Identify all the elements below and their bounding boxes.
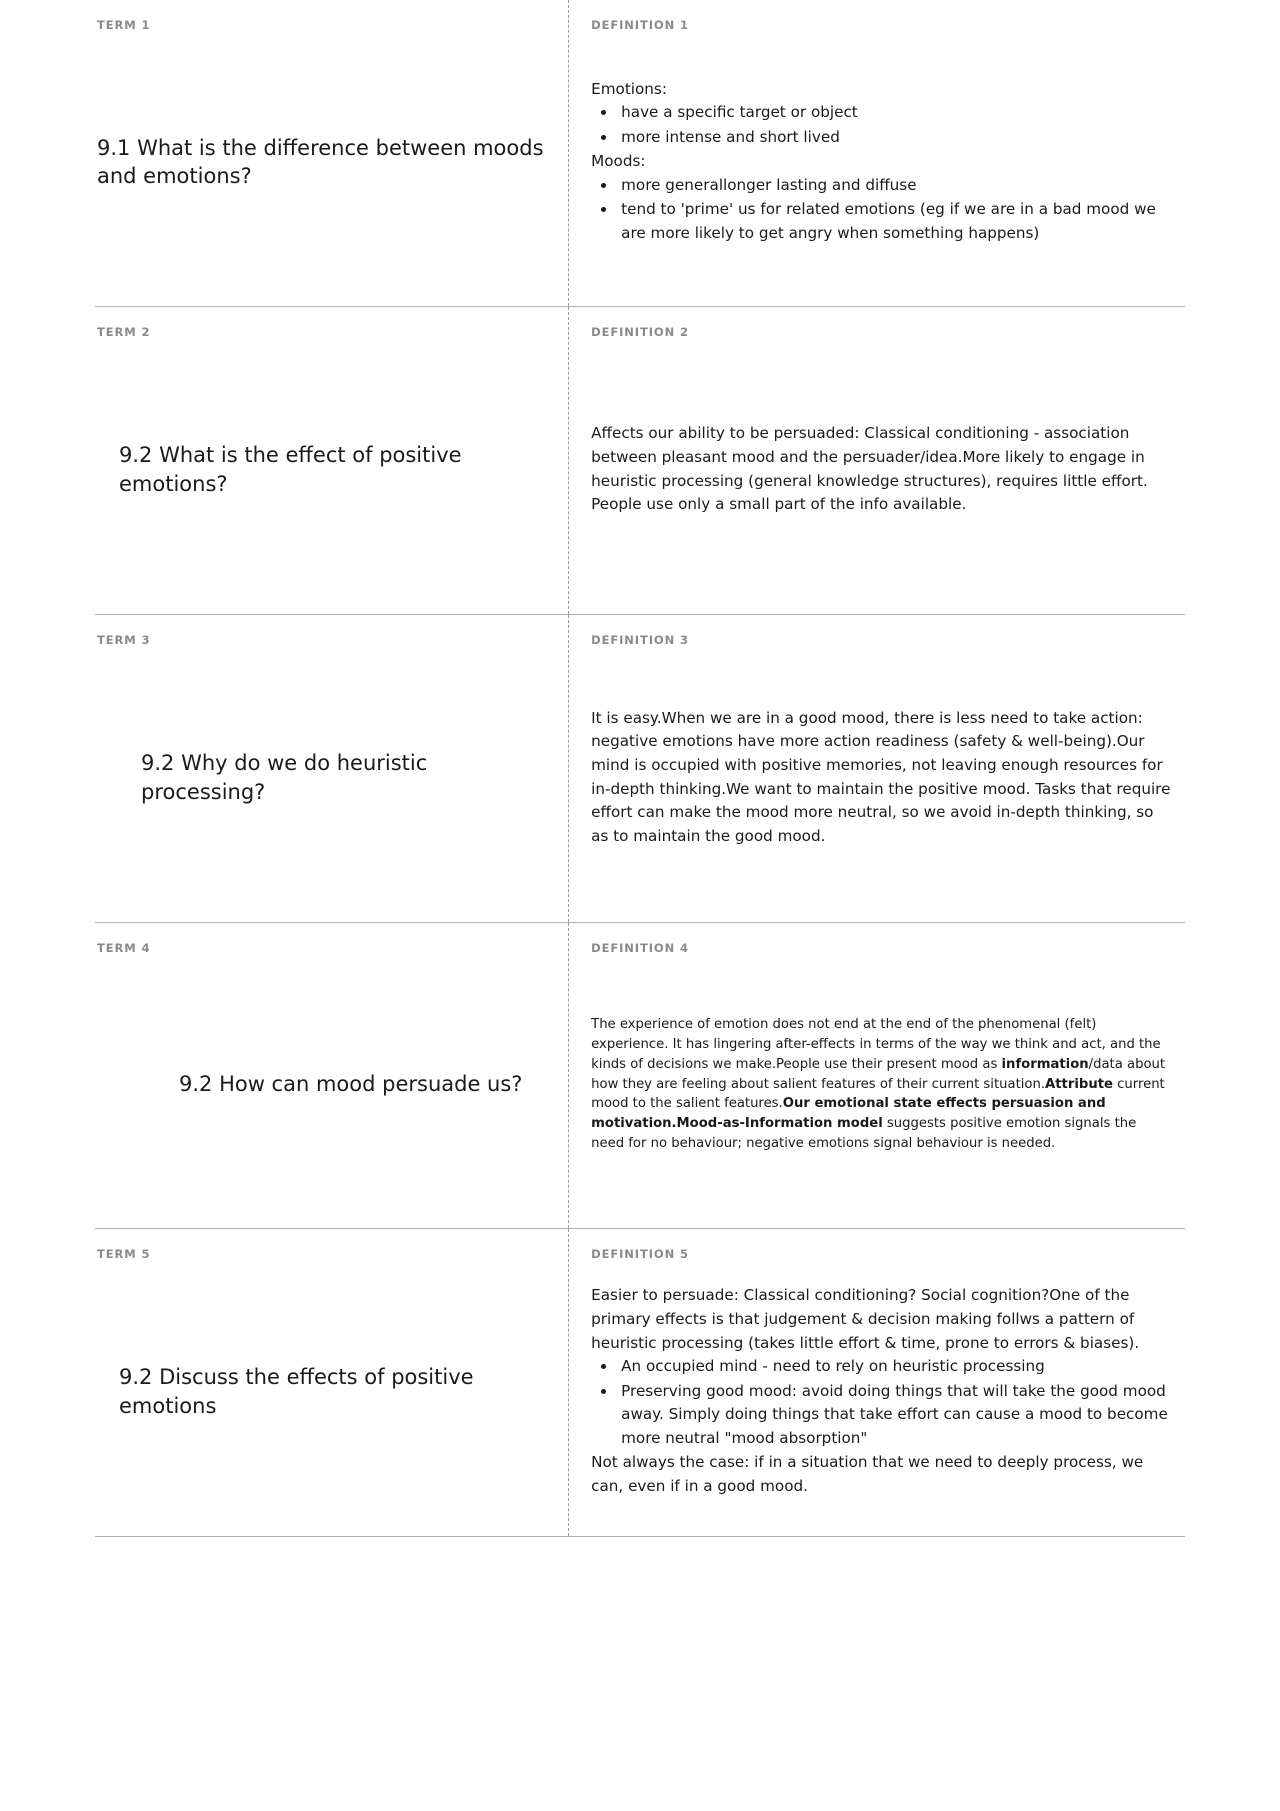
definition-outro: Not always the case: if in a situation that we need to deeply process, we can, even if in a good mood. (591, 1453, 1144, 1495)
definition-part-4: suggests positive emotion signals the need for no behaviour; negative emotions signal behaviour is needed. (591, 1116, 1137, 1151)
term-text: 9.2 How can mood persuade us? (179, 1072, 523, 1097)
flashcard-row (95, 0, 1185, 307)
definition-bold-2: Attribute (1045, 1076, 1113, 1092)
term-label: TERM 3 (97, 633, 151, 647)
term-text: 9.2 What is the effect of positive emotions? (119, 443, 462, 496)
definition-column (569, 307, 1185, 614)
definition-intro: Easier to persuade: Classical conditioning? Social cognition?One of the primary effects is that judgement & decision making follws a pattern of heuristic processing (takes little effort & time, prone to errors & biases). (591, 1286, 1140, 1352)
term-body (97, 959, 550, 1210)
definition-body (591, 36, 1171, 288)
term-column (95, 615, 569, 922)
definition-part-1: The experience of emotion does not end at the end of the phenomenal (felt) experience. It has lingering after-effects in terms of the way we think and act, and the kinds of decisions we make.People use their present mood as (591, 1017, 1161, 1072)
term-body (97, 1265, 550, 1518)
list-item: • tend to 'prime' us for related emotions (eg if we are in a bad mood we are more likely to get angry when something happens) (617, 198, 1171, 246)
definition-label: DEFINITION 2 (591, 325, 689, 339)
list-item: • Preserving good mood: avoid doing things that will take the good mood away. Simply doing things that take effort can cause a mood to become more neutral "mood absorption" (617, 1380, 1171, 1452)
term-body (97, 651, 550, 904)
flashcard-row (95, 307, 1185, 615)
term-column (95, 923, 569, 1228)
term-text: 9.1 What is the difference between moods and emotions? (97, 135, 544, 188)
definition-label: DEFINITION 3 (591, 633, 689, 647)
definition-bold-3: Our emotional state effects persuasion and motivation.Mood-as-Information model (591, 1096, 1106, 1132)
definition-bullets-emotions (591, 101, 1171, 150)
definition-column (569, 923, 1185, 1228)
definition-part-2: /data about how they are feeling about salient features of their current situation. (591, 1056, 1166, 1092)
definition-body (591, 343, 1171, 596)
flashcard-row (95, 1229, 1185, 1537)
term-column (95, 1229, 569, 1536)
definition-text: Affects our ability to be persuaded: Classical conditioning - association between pleasant mood and the persuader/idea.More likely to engage in heuristic processing (general knowledge structures), requires little effort. People use only a small part of the info available. (591, 424, 1148, 514)
list-item: • have a specific target or object (617, 101, 1171, 126)
flashcard-row (95, 615, 1185, 923)
term-text: 9.2 Discuss the effects of positive emotions (119, 1365, 474, 1418)
definition-body (591, 959, 1171, 1210)
definition-column (569, 0, 1185, 306)
definition-part-3: current mood to the salient features. (591, 1076, 1165, 1112)
definition-mid: Moods: (591, 152, 646, 171)
definition-column (569, 615, 1185, 922)
term-text: 9.2 Why do we do heuristic processing? (141, 751, 428, 804)
definition-label: DEFINITION 5 (591, 1247, 689, 1261)
term-label: TERM 4 (97, 941, 151, 955)
flashcard-row (95, 923, 1185, 1229)
definition-column (569, 1229, 1185, 1536)
term-body (97, 343, 550, 596)
definition-text: It is easy.When we are in a good mood, there is less need to take action: negative emotions have more action readiness (safety & well-being).Our mind is occupied with positive memories, not leaving enough resources for in-depth thinking.We want to maintain the positive mood. Tasks that require effort can make the mood more neutral, so we avoid in-depth thinking, so as to maintain the good mood. (591, 708, 1171, 845)
list-item: • An occupied mind - need to rely on heuristic processing (617, 1355, 1171, 1380)
term-body (97, 36, 550, 288)
list-item: • more generallonger lasting and diffuse (617, 174, 1171, 199)
term-column (95, 0, 569, 306)
term-column (95, 307, 569, 614)
definition-intro: Emotions: (591, 79, 667, 98)
term-label: TERM 2 (97, 325, 151, 339)
definition-bold-1: information (1001, 1056, 1089, 1072)
definition-label: DEFINITION 4 (591, 941, 689, 955)
definition-body (591, 651, 1171, 904)
definition-bullets-moods (591, 174, 1171, 247)
term-label: TERM 5 (97, 1247, 151, 1261)
definition-bullets (591, 1355, 1171, 1451)
term-label: TERM 1 (97, 18, 151, 32)
list-item: • more intense and short lived (617, 126, 1171, 151)
definition-body (591, 1265, 1171, 1518)
definition-label: DEFINITION 1 (591, 18, 689, 32)
